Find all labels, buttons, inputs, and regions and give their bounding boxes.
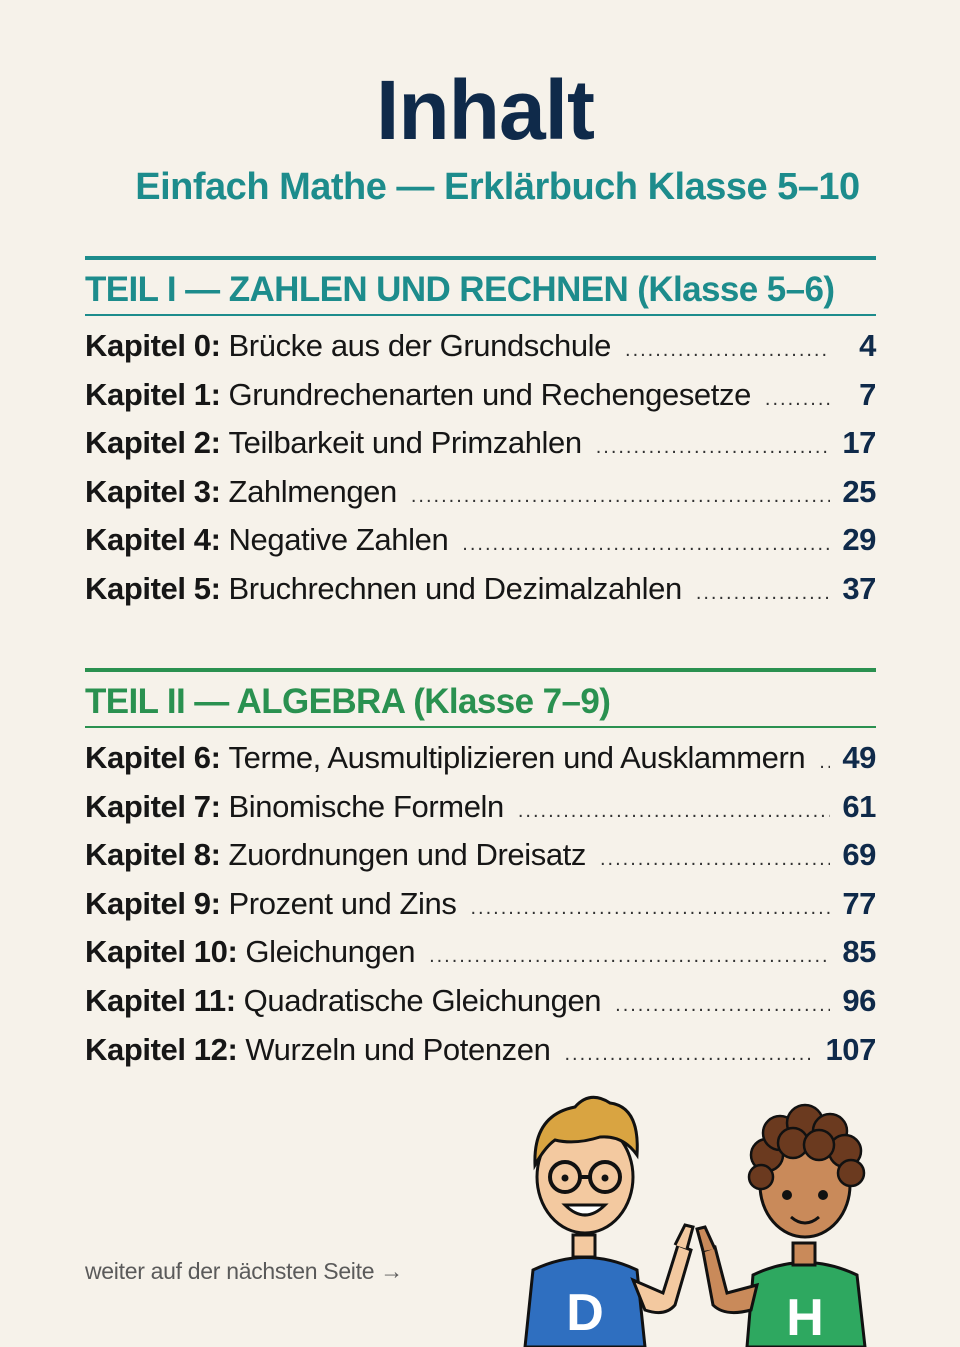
page-title: Inhalt — [376, 63, 594, 157]
page-number: 61 — [842, 788, 876, 824]
page-number: 25 — [842, 473, 876, 509]
chapter-number: Kapitel 8: — [85, 837, 221, 873]
chapter-number: Kapitel 0: — [85, 328, 221, 363]
chapter-number: Kapitel 2: — [85, 425, 221, 461]
toc-entry[interactable] — [85, 571, 876, 620]
dot-leader — [462, 533, 830, 556]
chapter-title: Gleichungen — [245, 934, 416, 970]
chapter-title: Terme, Ausmultiplizieren und Ausklammern — [228, 740, 806, 775]
page-number: 29 — [842, 522, 876, 558]
chapter-title: Wurzeln und Potenzen — [245, 1031, 551, 1067]
shirt-letter-h: H — [786, 1289, 824, 1347]
chapter-number: Kapitel 1: — [85, 376, 221, 412]
section-bottom-rule — [85, 314, 876, 316]
page-number: 77 — [842, 885, 876, 921]
chapter-number: Kapitel 7: — [85, 788, 221, 824]
section-bottom-rule — [85, 726, 876, 728]
dot-leader — [411, 485, 830, 508]
chapter-title: Quadratische Gleichungen — [243, 982, 602, 1018]
chapter-title: Negative Zahlen — [228, 522, 449, 558]
chapter-title: Grundrechenarten und Rechengesetze — [228, 376, 751, 412]
chapter-number: Kapitel 9: — [85, 885, 221, 921]
dot-leader — [470, 897, 830, 920]
page-number: 4 — [859, 328, 876, 363]
chapter-list — [85, 740, 876, 1080]
dot-leader — [429, 945, 830, 968]
chapter-title: Zuordnungen und Dreisatz — [228, 837, 586, 873]
arm-d — [633, 1245, 691, 1313]
chapter-number: Kapitel 10: — [85, 934, 238, 970]
page-subtitle: Einfach Mathe — Erklärbuch Klasse 5–10 — [135, 166, 860, 208]
toc-entry[interactable] — [85, 1032, 876, 1081]
arm-h — [703, 1247, 757, 1313]
chapter-number: Kapitel 6: — [85, 740, 221, 775]
toc-entry[interactable] — [85, 425, 876, 474]
chapter-title: Teilbarkeit und Primzahlen — [228, 425, 582, 461]
mascot-h — [697, 1105, 865, 1347]
toc-entry[interactable] — [85, 377, 876, 426]
toc-entry[interactable] — [85, 522, 876, 571]
chapter-title: Brücke aus der Grundschule — [228, 328, 612, 363]
toc-entry[interactable] — [85, 328, 876, 377]
chapter-number: Kapitel 12: — [85, 1031, 238, 1067]
chapter-title: Binomische Formeln — [228, 788, 504, 824]
chapter-title: Bruchrechnen und Dezimalzahlen — [228, 570, 682, 606]
dot-leader — [596, 436, 830, 459]
mascot-d — [525, 1097, 693, 1347]
section-teil-2 — [85, 668, 876, 1080]
page-number: 85 — [842, 934, 876, 970]
dot-leader — [696, 582, 830, 605]
dot-leader — [819, 751, 830, 774]
dot-leader — [564, 1043, 815, 1066]
section-teil-1 — [85, 256, 876, 620]
section-title: TEIL I — ZAHLEN UND RECHNEN (Klasse 5–6) — [85, 270, 835, 309]
page-number: 96 — [842, 982, 876, 1018]
toc-entry[interactable] — [85, 474, 876, 523]
chapter-title: Zahlmengen — [228, 473, 397, 509]
dot-leader — [615, 994, 830, 1017]
toc-entry[interactable] — [85, 789, 876, 838]
section-title: TEIL II — ALGEBRA (Klasse 7–9) — [85, 682, 611, 721]
dot-leader — [625, 339, 830, 362]
toc-entry[interactable] — [85, 837, 876, 886]
chapter-list — [85, 328, 876, 620]
toc-entry[interactable] — [85, 983, 876, 1032]
page-number: 7 — [859, 376, 876, 412]
dot-leader — [518, 800, 830, 823]
page-number: 37 — [842, 570, 876, 606]
continue-note: weiter auf der nächsten Seite → — [85, 1258, 403, 1284]
dot-leader — [765, 388, 830, 411]
page-number: 107 — [825, 1031, 876, 1067]
dot-leader — [600, 848, 830, 871]
page-number: 69 — [842, 837, 876, 873]
chapter-number: Kapitel 3: — [85, 473, 221, 509]
chapter-title: Prozent und Zins — [228, 885, 457, 921]
chapter-number: Kapitel 4: — [85, 522, 221, 558]
toc-entry[interactable] — [85, 934, 876, 983]
page-number: 17 — [842, 425, 876, 461]
shirt-letter-d: D — [566, 1284, 604, 1342]
page-number: 49 — [842, 740, 876, 775]
chapter-number: Kapitel 5: — [85, 570, 221, 606]
chapter-number: Kapitel 11: — [85, 982, 236, 1018]
toc-entry[interactable] — [85, 740, 876, 789]
mascots-illustration — [515, 1085, 885, 1347]
toc-entry[interactable] — [85, 886, 876, 935]
